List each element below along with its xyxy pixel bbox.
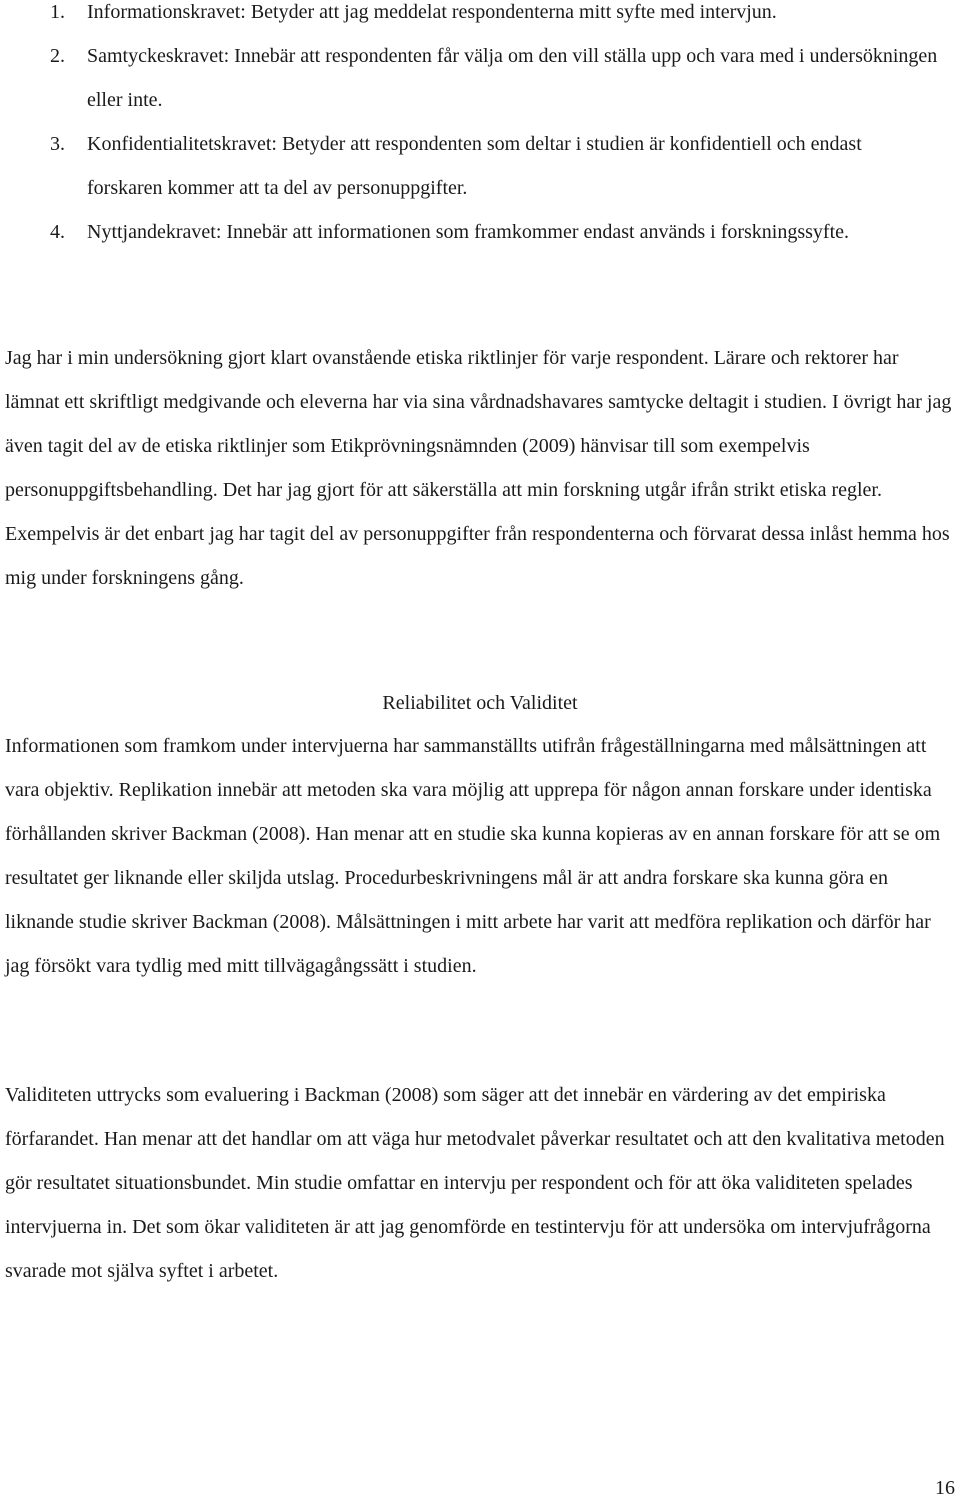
list-item-text: Informationskravet: Betyder att jag meddelat respondenterna mitt syfte med intervjun. bbox=[87, 1, 777, 23]
list-item-text: Samtyckeskravet: Innebär att respondenten får välja om den vill ställa upp och vara med i undersökningen eller inte. bbox=[87, 45, 938, 111]
list-item bbox=[0, 210, 960, 254]
list-item bbox=[0, 34, 960, 122]
list-item bbox=[0, 0, 960, 34]
list-item-number: 3. bbox=[50, 133, 65, 155]
list-item-number: 1. bbox=[50, 1, 65, 23]
list-item-number: 2. bbox=[50, 45, 65, 67]
list-item bbox=[0, 122, 960, 210]
list-item-number: 4. bbox=[50, 221, 65, 243]
paragraph-validity: Validiteten uttrycks som evaluering i Backman (2008) som säger att det innebär en värdering av det empiriska förfarandet. Han menar att det handlar om att väga hur metodvalet påverkar resultatet och att den kvalitativa metoden gör resultatet situationsbundet. Min studie omfattar en intervju per respondent och för att öka validiteten spelades intervjuerna in. Det som ökar validiteten är att jag genomförde en testintervju för att undersöka om intervjufrågorna svarade mot själva syftet i arbetet. bbox=[5, 1084, 945, 1282]
section-heading: Reliabilitet och Validitet bbox=[382, 692, 578, 714]
list-item-text: Konfidentialitetskravet: Betyder att respondenten som deltar i studien är konfidentiell och endast forskaren kommer att ta del av personuppgifter. bbox=[87, 133, 862, 199]
ethics-requirements-list bbox=[0, 0, 960, 254]
page-number: 16 bbox=[935, 1477, 955, 1499]
paragraph-reliability: Informationen som framkom under intervjuerna har sammanställts utifrån frågeställningarna med målsättningen att vara objektiv. Replikation innebär att metoden ska vara möjlig att upprepa för någon annan forskare under identiska förhållanden skriver Backman (2008). Han menar att en studie ska kunna kopieras av en annan forskare för att se om resultatet ger liknande eller skiljda utslag. Procedurbeskrivningens mål är att andra forskare ska kunna göra en liknande studie skriver Backman (2008). Målsättningen i mitt arbete har varit att medföra replikation och därför har jag försökt vara tydlig med mitt tillvägagångssätt i studien. bbox=[5, 735, 941, 977]
paragraph-ethics: Jag har i min undersökning gjort klart ovanstående etiska riktlinjer för varje respondent. Lärare och rektorer har lämnat ett skriftligt medgivande och eleverna har via sina vårdnadshavares samtycke deltagit i studien. I övrigt har jag även tagit del av de etiska riktlinjer som Etikprövningsnämnden (2009) hänvisar till som exempelvis personuppgiftsbehandling. Det har jag gjort för att säkerställa att min forskning utgår ifrån strikt etiska regler. Exempelvis är det enbart jag har tagit del av personuppgifter från respondenterna och förvarat dessa inlåst hemma hos mig under forskningens gång. bbox=[5, 347, 952, 589]
list-item-text: Nyttjandekravet: Innebär att informationen som framkommer endast används i forskningssyfte. bbox=[87, 221, 850, 243]
